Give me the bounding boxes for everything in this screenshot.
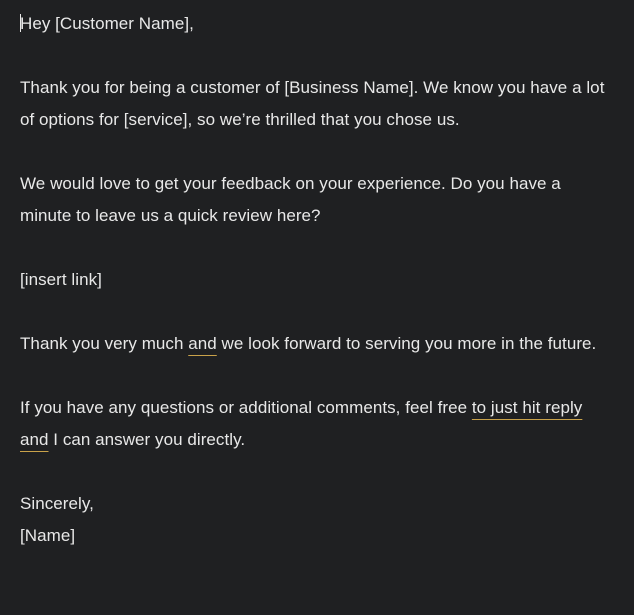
paragraph-thank-you: [20, 328, 614, 360]
questions-text-end: I can answer you directly.: [48, 430, 246, 449]
questions-text-start: If you have any questions or additional comments, feel free: [20, 398, 472, 417]
closing-line: Sincerely,: [20, 494, 94, 513]
paragraph-thanks: Thank you for being a customer of [Business Name]. We know you have a lot of options for [service], so we’re thrilled that you chose us.: [20, 78, 605, 129]
paragraph-link-placeholder: [insert link]: [20, 270, 102, 289]
paragraph-questions: [20, 392, 614, 456]
paragraph-feedback-request: We would love to get your feedback on your experience. Do you have a minute to leave us a quick review here?: [20, 174, 561, 225]
thank-you-text-start: Thank you very much: [20, 334, 189, 353]
greeting-line: [20, 8, 614, 40]
signature-line: [Name]: [20, 526, 76, 545]
grammar-suggestion-and[interactable]: and: [188, 334, 217, 353]
thank-you-text-end: we look forward to serving you more in the future.: [216, 334, 597, 353]
greeting-text: Hey [Customer Name],: [20, 14, 194, 33]
grammar-suggestion-and-2[interactable]: and: [20, 430, 49, 449]
grammar-suggestion-to-just-hit-reply[interactable]: to just hit reply: [471, 398, 583, 417]
